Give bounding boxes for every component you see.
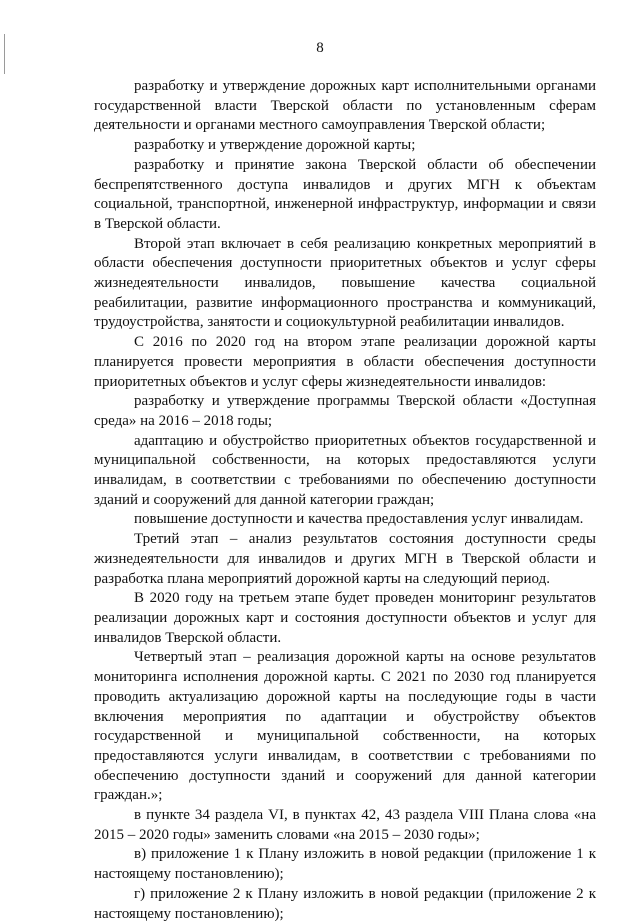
paragraph: В 2020 году на третьем этапе будет проведен мониторинг результатов реализации дорожных карт и состояния доступности объектов и услуг для инвалидов Тверской области. <box>94 590 596 646</box>
paragraph: разработку и принятие закона Тверской области об обеспечении беспрепятственного доступа инвалидов и других МГН к объектам социальной, транспортной, инженерной инфраструктур, информации и связи в Тверской области. <box>94 156 596 232</box>
paragraph: разработку и утверждение дорожной карты; <box>134 137 416 154</box>
paragraph: Четвертый этап – реализация дорожной карты на основе результатов мониторинга исполнения дорожной карты. С 2021 по 2030 год планируется проводить актуализацию дорожной карты на последующие годы в части включения мероприятия по адаптации и обустройству объектов государственной и муниципальной собственности, на которых предоставляются услуги инвалидам, в соответствии с требованиями по обеспечению доступности зданий и сооружений для данной категории граждан.»; <box>94 649 596 804</box>
document-body <box>94 77 596 924</box>
paragraph: С 2016 по 2020 год на втором этапе реализации дорожной карты планируется провести мероприятия в области обеспечения доступности приоритетных объектов и услуг сферы жизнедеятельности инвалидов: <box>94 334 596 390</box>
paragraph: г) приложение 2 к Плану изложить в новой редакции (приложение 2 к настоящему постановлению); <box>94 885 596 922</box>
paragraph: Третий этап – анализ результатов состояния доступности среды жизнедеятельности для инвалидов и других МГН в Тверской области и разработка плана мероприятий дорожной карты на следующий период. <box>94 531 596 587</box>
paragraph: в) приложение 1 к Плану изложить в новой редакции (приложение 1 к настоящему постановлению); <box>94 846 596 883</box>
paragraph: разработку и утверждение программы Тверской области «Доступная среда» на 2016 – 2018 годы; <box>94 393 596 429</box>
paragraph: адаптацию и обустройство приоритетных объектов государственной и муниципальной собственности, на которых предоставляются услуги инвалидам, в соответствии с требованиями по обеспечению доступности зданий и сооружений для данной категории граждан; <box>94 432 596 508</box>
paragraph: разработку и утверждение дорожных карт исполнительными органами государственной власти Тверской области по установленным сферам деятельности и органами местного самоуправления Тверской области; <box>94 78 596 134</box>
paragraph: в пункте 34 раздела VI, в пунктах 42, 43 раздела VIII Плана слова «на 2015 – 2020 годы» заменить словами «на 2015 – 2030 годы»; <box>94 807 596 843</box>
paragraph: повышение доступности и качества предоставления услуг инвалидам. <box>134 511 584 528</box>
paragraph: Второй этап включает в себя реализацию конкретных мероприятий в области обеспечения доступности приоритетных объектов и услуг сферы жизнедеятельности инвалидов, повышение качества социальной реабилитации, развитие информационного пространства и коммуникаций, трудоустройства, занятости и социокультурной реабилитации инвалидов. <box>94 235 596 331</box>
page-number: 8 <box>316 40 324 56</box>
